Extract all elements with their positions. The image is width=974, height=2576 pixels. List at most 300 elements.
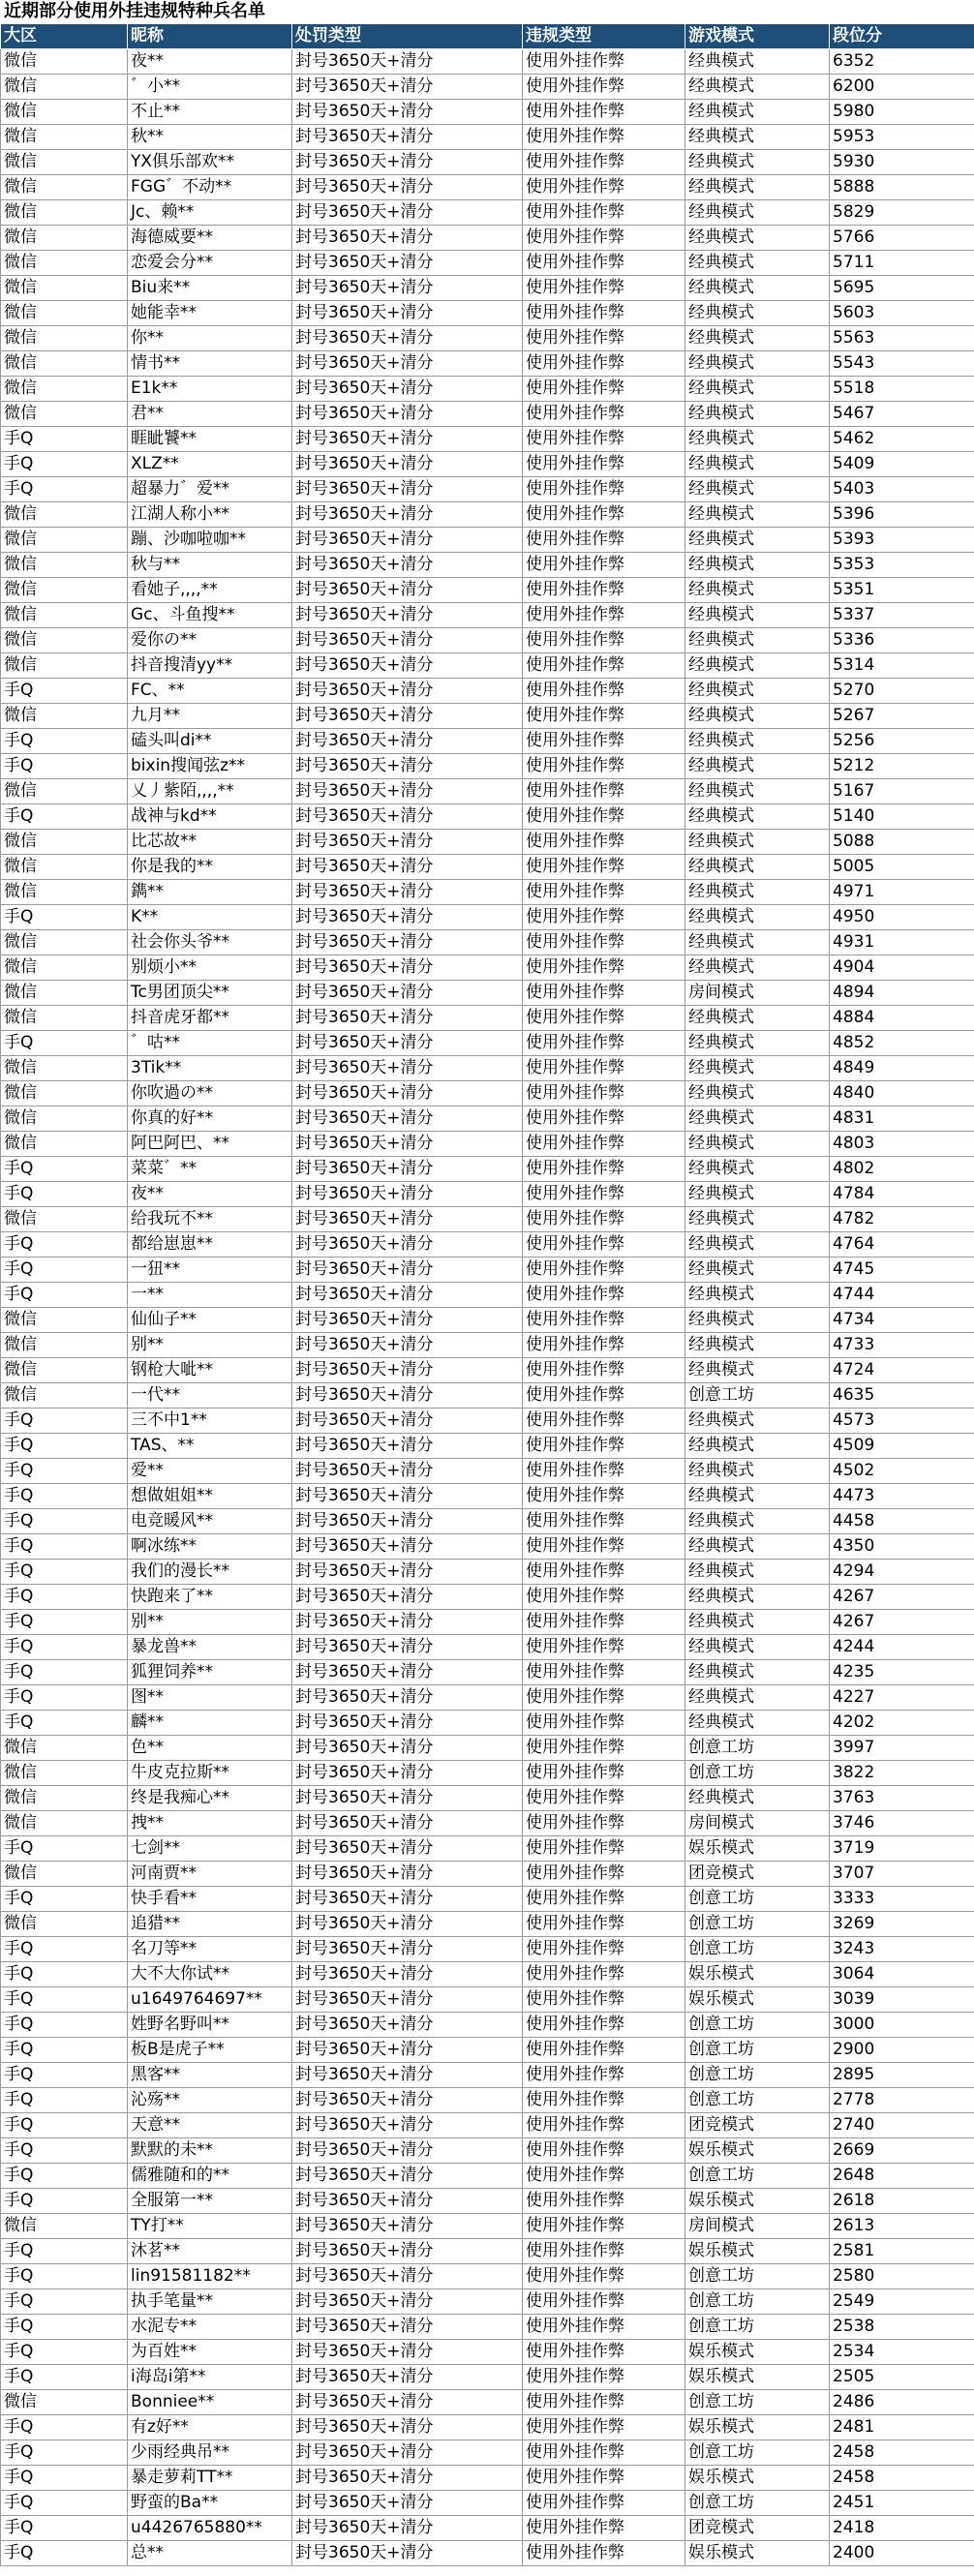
mode-cell: 经典模式 <box>685 377 830 402</box>
score-cell: 5337 <box>830 603 974 628</box>
table-row <box>1 2491 974 2516</box>
table-row <box>1 502 974 528</box>
table-row <box>1 477 974 502</box>
table-row <box>1 251 974 276</box>
table-row <box>1 276 974 301</box>
nickname-cell: 麟** <box>128 1711 292 1736</box>
violation-cell: 使用外挂作弊 <box>523 1484 685 1509</box>
region-cell: 微信 <box>1 830 128 855</box>
mode-cell: 经典模式 <box>685 1308 830 1333</box>
violation-cell: 使用外挂作弊 <box>523 175 685 200</box>
score-cell: 3763 <box>830 1786 974 1811</box>
penalty-cell: 封号3650天+清分 <box>292 2063 523 2088</box>
penalty-cell: 封号3650天+清分 <box>292 553 523 578</box>
nickname-cell: 狐狸饲养** <box>128 1660 292 1685</box>
nickname-cell: 仙仙子** <box>128 1308 292 1333</box>
mode-cell: 经典模式 <box>685 1509 830 1534</box>
nickname-cell: E1k** <box>128 377 292 402</box>
region-cell: 微信 <box>1 880 128 905</box>
region-cell: 微信 <box>1 628 128 653</box>
penalty-cell: 封号3650天+清分 <box>292 930 523 955</box>
nickname-cell: 战神与kd** <box>128 804 292 830</box>
region-cell: 微信 <box>1 226 128 251</box>
nickname-cell: 抖音虎牙都** <box>128 1006 292 1031</box>
violation-cell: 使用外挂作弊 <box>523 2189 685 2214</box>
nickname-cell: 秋** <box>128 125 292 150</box>
mode-cell: 经典模式 <box>685 955 830 981</box>
region-cell: 手Q <box>1 1232 128 1258</box>
region-cell: 微信 <box>1 2214 128 2239</box>
table-row <box>1 75 974 100</box>
region-cell: 手Q <box>1 1031 128 1056</box>
table-row <box>1 1232 974 1258</box>
nickname-cell: 为百姓** <box>128 2340 292 2365</box>
penalty-cell: 封号3650天+清分 <box>292 2466 523 2491</box>
table-row <box>1 2264 974 2289</box>
penalty-cell: 封号3650天+清分 <box>292 578 523 603</box>
violation-cell: 使用外挂作弊 <box>523 981 685 1006</box>
table-row <box>1 226 974 251</box>
region-cell: 手Q <box>1 1660 128 1685</box>
penalty-cell: 封号3650天+清分 <box>292 1333 523 1358</box>
penalty-cell: 封号3650天+清分 <box>292 1031 523 1056</box>
region-cell: 微信 <box>1 955 128 981</box>
nickname-cell: 都给崽崽** <box>128 1232 292 1258</box>
penalty-cell: 封号3650天+清分 <box>292 1560 523 1585</box>
table-row <box>1 1031 974 1056</box>
table-row <box>1 2340 974 2365</box>
penalty-cell: 封号3650天+清分 <box>292 477 523 502</box>
region-cell: 手Q <box>1 452 128 477</box>
table-row <box>1 2164 974 2189</box>
violation-cell: 使用外挂作弊 <box>523 226 685 251</box>
violation-cell: 使用外挂作弊 <box>523 2340 685 2365</box>
mode-cell: 娱乐模式 <box>685 1962 830 1987</box>
penalty-cell: 封号3650天+清分 <box>292 2340 523 2365</box>
table-row <box>1 452 974 477</box>
score-cell: 5256 <box>830 729 974 754</box>
nickname-cell: 夜** <box>128 49 292 75</box>
table-row <box>1 2088 974 2113</box>
nickname-cell: 河南贾** <box>128 1862 292 1887</box>
score-cell: 6200 <box>830 75 974 100</box>
mode-cell: 经典模式 <box>685 200 830 226</box>
table-row <box>1 2189 974 2214</box>
table-row <box>1 1157 974 1182</box>
nickname-cell: 君** <box>128 402 292 427</box>
table-row <box>1 1081 974 1106</box>
region-cell: 微信 <box>1 1308 128 1333</box>
region-cell: 微信 <box>1 200 128 226</box>
table-row <box>1 351 974 377</box>
violation-cell: 使用外挂作弊 <box>523 1383 685 1409</box>
score-cell: 5462 <box>830 427 974 452</box>
mode-cell: 经典模式 <box>685 1660 830 1685</box>
score-cell: 4904 <box>830 955 974 981</box>
penalty-cell: 封号3650天+清分 <box>292 2390 523 2415</box>
penalty-cell: 封号3650天+清分 <box>292 2516 523 2541</box>
violation-cell: 使用外挂作弊 <box>523 452 685 477</box>
nickname-cell: 牛皮克拉斯** <box>128 1761 292 1786</box>
mode-cell: 创意工坊 <box>685 2038 830 2063</box>
nickname-cell: 看她子,,,,** <box>128 578 292 603</box>
table-row <box>1 1811 974 1836</box>
penalty-cell: 封号3650天+清分 <box>292 1887 523 1912</box>
mode-cell: 经典模式 <box>685 1459 830 1484</box>
nickname-cell: 你真的好** <box>128 1106 292 1132</box>
penalty-cell: 封号3650天+清分 <box>292 1106 523 1132</box>
mode-cell: 经典模式 <box>685 1106 830 1132</box>
violation-cell: 使用外挂作弊 <box>523 1937 685 1962</box>
table-row <box>1 1132 974 1157</box>
table-row <box>1 729 974 754</box>
penalty-cell: 封号3650天+清分 <box>292 2289 523 2315</box>
score-cell: 3822 <box>830 1761 974 1786</box>
region-cell: 手Q <box>1 1610 128 1635</box>
score-cell: 5467 <box>830 402 974 427</box>
score-cell: 2400 <box>830 2541 974 2566</box>
region-cell: 微信 <box>1 1862 128 1887</box>
table-row <box>1 553 974 578</box>
violation-cell: 使用外挂作弊 <box>523 1283 685 1308</box>
score-cell: 2895 <box>830 2063 974 2088</box>
violation-cell: 使用外挂作弊 <box>523 2315 685 2340</box>
mode-cell: 经典模式 <box>685 1132 830 1157</box>
mode-cell: 团竞模式 <box>685 2113 830 2138</box>
table-row <box>1 905 974 930</box>
penalty-cell: 封号3650天+清分 <box>292 754 523 779</box>
region-cell: 微信 <box>1 981 128 1006</box>
penalty-cell: 封号3650天+清分 <box>292 226 523 251</box>
violation-cell: 使用外挂作弊 <box>523 1635 685 1660</box>
mode-cell: 经典模式 <box>685 880 830 905</box>
header-row <box>1 24 974 49</box>
penalty-cell: 封号3650天+清分 <box>292 1383 523 1409</box>
score-cell: 3997 <box>830 1736 974 1761</box>
table-row <box>1 200 974 226</box>
penalty-cell: 封号3650天+清分 <box>292 1912 523 1937</box>
score-cell: 5212 <box>830 754 974 779</box>
score-cell: 5336 <box>830 628 974 653</box>
violation-cell: 使用外挂作弊 <box>523 2365 685 2390</box>
region-cell: 微信 <box>1 1761 128 1786</box>
score-cell: 3746 <box>830 1811 974 1836</box>
score-cell: 4803 <box>830 1132 974 1157</box>
region-cell: 手Q <box>1 1434 128 1459</box>
score-cell: 5270 <box>830 679 974 704</box>
region-cell: 微信 <box>1 1333 128 1358</box>
mode-cell: 创意工坊 <box>685 2013 830 2038</box>
nickname-cell: ゛咕** <box>128 1031 292 1056</box>
mode-cell: 房间模式 <box>685 981 830 1006</box>
nickname-cell: TY打** <box>128 2214 292 2239</box>
score-cell: 6352 <box>830 49 974 75</box>
score-cell: 2778 <box>830 2088 974 2113</box>
nickname-cell: 乂丿紫陌,,,,** <box>128 779 292 804</box>
nickname-cell: 3Tik** <box>128 1056 292 1081</box>
table-row <box>1 301 974 326</box>
mode-cell: 创意工坊 <box>685 2164 830 2189</box>
mode-cell: 经典模式 <box>685 603 830 628</box>
region-cell: 手Q <box>1 2013 128 2038</box>
violators-table <box>0 23 974 2566</box>
score-cell: 3243 <box>830 1937 974 1962</box>
nickname-cell: 黑客** <box>128 2063 292 2088</box>
nickname-cell: 不止** <box>128 100 292 125</box>
penalty-cell: 封号3650天+清分 <box>292 2415 523 2440</box>
nickname-cell: 蹦、沙咖啦咖** <box>128 528 292 553</box>
violation-cell: 使用外挂作弊 <box>523 628 685 653</box>
score-cell: 4764 <box>830 1232 974 1258</box>
violation-cell: 使用外挂作弊 <box>523 2541 685 2566</box>
nickname-cell: Jc、赖** <box>128 200 292 226</box>
mode-cell: 经典模式 <box>685 1711 830 1736</box>
nickname-cell: 恋爱会分** <box>128 251 292 276</box>
score-cell: 4294 <box>830 1560 974 1585</box>
violation-cell: 使用外挂作弊 <box>523 1987 685 2013</box>
mode-cell: 经典模式 <box>685 704 830 729</box>
region-cell: 手Q <box>1 2466 128 2491</box>
nickname-cell: 钢枪大呲** <box>128 1358 292 1383</box>
nickname-cell: 菜菜゛** <box>128 1157 292 1182</box>
mode-cell: 创意工坊 <box>685 1887 830 1912</box>
region-cell: 微信 <box>1 125 128 150</box>
penalty-cell: 封号3650天+清分 <box>292 1534 523 1560</box>
penalty-cell: 封号3650天+清分 <box>292 276 523 301</box>
col-header-region: 大区 <box>1 24 128 49</box>
mode-cell: 经典模式 <box>685 1182 830 1207</box>
region-cell: 微信 <box>1 276 128 301</box>
nickname-cell: 我们的漫长** <box>128 1560 292 1585</box>
score-cell: 2486 <box>830 2390 974 2415</box>
penalty-cell: 封号3650天+清分 <box>292 2214 523 2239</box>
score-cell: 4802 <box>830 1157 974 1182</box>
penalty-cell: 封号3650天+清分 <box>292 981 523 1006</box>
mode-cell: 经典模式 <box>685 1635 830 1660</box>
violation-cell: 使用外挂作弊 <box>523 200 685 226</box>
mode-cell: 经典模式 <box>685 150 830 175</box>
region-cell: 微信 <box>1 1736 128 1761</box>
table-row <box>1 1358 974 1383</box>
region-cell: 微信 <box>1 1106 128 1132</box>
table-row <box>1 1383 974 1409</box>
violation-cell: 使用外挂作弊 <box>523 1660 685 1685</box>
region-cell: 微信 <box>1 553 128 578</box>
table-row <box>1 1937 974 1962</box>
nickname-cell: i海岛i第** <box>128 2365 292 2390</box>
penalty-cell: 封号3650天+清分 <box>292 955 523 981</box>
region-cell: 微信 <box>1 603 128 628</box>
penalty-cell: 封号3650天+清分 <box>292 804 523 830</box>
mode-cell: 经典模式 <box>685 452 830 477</box>
penalty-cell: 封号3650天+清分 <box>292 1711 523 1736</box>
region-cell: 微信 <box>1 779 128 804</box>
region-cell: 手Q <box>1 1182 128 1207</box>
score-cell: 5766 <box>830 226 974 251</box>
nickname-cell: K** <box>128 905 292 930</box>
region-cell: 手Q <box>1 2541 128 2566</box>
mode-cell: 创意工坊 <box>685 2390 830 2415</box>
mode-cell: 经典模式 <box>685 125 830 150</box>
mode-cell: 经典模式 <box>685 830 830 855</box>
violation-cell: 使用外挂作弊 <box>523 2390 685 2415</box>
violation-cell: 使用外挂作弊 <box>523 477 685 502</box>
region-cell: 手Q <box>1 2315 128 2340</box>
region-cell: 手Q <box>1 679 128 704</box>
violation-cell: 使用外挂作弊 <box>523 528 685 553</box>
violation-cell: 使用外挂作弊 <box>523 2440 685 2466</box>
mode-cell: 经典模式 <box>685 477 830 502</box>
table-row <box>1 1685 974 1711</box>
table-row <box>1 402 974 427</box>
score-cell: 2458 <box>830 2466 974 2491</box>
score-cell: 5314 <box>830 653 974 679</box>
nickname-cell: 快跑来了** <box>128 1585 292 1610</box>
violation-cell: 使用外挂作弊 <box>523 2239 685 2264</box>
violation-cell: 使用外挂作弊 <box>523 2113 685 2138</box>
penalty-cell: 封号3650天+清分 <box>292 830 523 855</box>
nickname-cell: 七剑** <box>128 1836 292 1862</box>
nickname-cell: 执手笔量** <box>128 2289 292 2315</box>
penalty-cell: 封号3650天+清分 <box>292 301 523 326</box>
mode-cell: 经典模式 <box>685 779 830 804</box>
mode-cell: 娱乐模式 <box>685 2239 830 2264</box>
mode-cell: 经典模式 <box>685 1585 830 1610</box>
violation-cell: 使用外挂作弊 <box>523 1585 685 1610</box>
nickname-cell: 爱** <box>128 1459 292 1484</box>
violation-cell: 使用外挂作弊 <box>523 1207 685 1232</box>
score-cell: 5543 <box>830 351 974 377</box>
table-row <box>1 125 974 150</box>
violation-cell: 使用外挂作弊 <box>523 351 685 377</box>
penalty-cell: 封号3650天+清分 <box>292 2365 523 2390</box>
mode-cell: 经典模式 <box>685 175 830 200</box>
region-cell: 手Q <box>1 1711 128 1736</box>
table-row <box>1 1434 974 1459</box>
mode-cell: 经典模式 <box>685 1786 830 1811</box>
violation-cell: 使用外挂作弊 <box>523 653 685 679</box>
table-row <box>1 1585 974 1610</box>
violation-cell: 使用外挂作弊 <box>523 603 685 628</box>
violation-cell: 使用外挂作弊 <box>523 377 685 402</box>
nickname-cell: 睚眦饕** <box>128 427 292 452</box>
table-row <box>1 49 974 75</box>
violation-cell: 使用外挂作弊 <box>523 2063 685 2088</box>
region-cell: 微信 <box>1 1383 128 1409</box>
violation-cell: 使用外挂作弊 <box>523 150 685 175</box>
region-cell: 手Q <box>1 2516 128 2541</box>
mode-cell: 经典模式 <box>685 326 830 351</box>
violation-cell: 使用外挂作弊 <box>523 1081 685 1106</box>
mode-cell: 经典模式 <box>685 402 830 427</box>
table-row <box>1 2365 974 2390</box>
region-cell: 手Q <box>1 427 128 452</box>
violation-cell: 使用外挂作弊 <box>523 704 685 729</box>
score-cell: 4267 <box>830 1610 974 1635</box>
violation-cell: 使用外挂作弊 <box>523 100 685 125</box>
nickname-cell: 你是我的** <box>128 855 292 880</box>
mode-cell: 经典模式 <box>685 427 830 452</box>
table-row <box>1 830 974 855</box>
nickname-cell: 爱你の** <box>128 628 292 653</box>
table-row <box>1 1912 974 1937</box>
nickname-cell: bixin搜闻弦z** <box>128 754 292 779</box>
penalty-cell: 封号3650天+清分 <box>292 2189 523 2214</box>
nickname-cell: 社会你头爷** <box>128 930 292 955</box>
violation-cell: 使用外挂作弊 <box>523 402 685 427</box>
region-cell: 微信 <box>1 251 128 276</box>
score-cell: 5403 <box>830 477 974 502</box>
penalty-cell: 封号3650天+清分 <box>292 1811 523 1836</box>
mode-cell: 创意工坊 <box>685 2440 830 2466</box>
table-row <box>1 2239 974 2264</box>
score-cell: 4971 <box>830 880 974 905</box>
region-cell: 手Q <box>1 1585 128 1610</box>
violation-cell: 使用外挂作弊 <box>523 1006 685 1031</box>
nickname-cell: 想做姐姐** <box>128 1484 292 1509</box>
score-cell: 3039 <box>830 1987 974 2013</box>
violation-cell: 使用外挂作弊 <box>523 930 685 955</box>
penalty-cell: 封号3650天+清分 <box>292 49 523 75</box>
table-row <box>1 427 974 452</box>
violation-cell: 使用外挂作弊 <box>523 1157 685 1182</box>
score-cell: 5393 <box>830 528 974 553</box>
penalty-cell: 封号3650天+清分 <box>292 377 523 402</box>
violation-cell: 使用外挂作弊 <box>523 2164 685 2189</box>
violation-cell: 使用外挂作弊 <box>523 905 685 930</box>
region-cell: 微信 <box>1 49 128 75</box>
mode-cell: 经典模式 <box>685 351 830 377</box>
mode-cell: 经典模式 <box>685 1031 830 1056</box>
score-cell: 2538 <box>830 2315 974 2340</box>
mode-cell: 经典模式 <box>685 855 830 880</box>
penalty-cell: 封号3650天+清分 <box>292 2013 523 2038</box>
score-cell: 4894 <box>830 981 974 1006</box>
nickname-cell: 沐茗** <box>128 2239 292 2264</box>
col-header-mode: 游戏模式 <box>685 24 830 49</box>
region-cell: 微信 <box>1 930 128 955</box>
nickname-cell: ゛小** <box>128 75 292 100</box>
score-cell: 5930 <box>830 150 974 175</box>
region-cell: 微信 <box>1 1006 128 1031</box>
table-row <box>1 1484 974 1509</box>
nickname-cell: 暴走萝莉TT** <box>128 2466 292 2491</box>
mode-cell: 创意工坊 <box>685 1937 830 1962</box>
score-cell: 2418 <box>830 2516 974 2541</box>
violation-cell: 使用外挂作弊 <box>523 1459 685 1484</box>
table-row <box>1 377 974 402</box>
violation-cell: 使用外挂作弊 <box>523 1836 685 1862</box>
region-cell: 手Q <box>1 2088 128 2113</box>
table-row <box>1 2289 974 2315</box>
mode-cell: 经典模式 <box>685 226 830 251</box>
penalty-cell: 封号3650天+清分 <box>292 1786 523 1811</box>
penalty-cell: 封号3650天+清分 <box>292 779 523 804</box>
penalty-cell: 封号3650天+清分 <box>292 2088 523 2113</box>
violation-cell: 使用外挂作弊 <box>523 1685 685 1711</box>
table-row <box>1 603 974 628</box>
penalty-cell: 封号3650天+清分 <box>292 2264 523 2289</box>
nickname-cell: FC、** <box>128 679 292 704</box>
nickname-cell: 比芯故** <box>128 830 292 855</box>
nickname-cell: 终是我痴心** <box>128 1786 292 1811</box>
region-cell: 微信 <box>1 704 128 729</box>
penalty-cell: 封号3650天+清分 <box>292 855 523 880</box>
score-cell: 4473 <box>830 1484 974 1509</box>
table-row <box>1 2315 974 2340</box>
penalty-cell: 封号3650天+清分 <box>292 1585 523 1610</box>
mode-cell: 创意工坊 <box>685 1736 830 1761</box>
